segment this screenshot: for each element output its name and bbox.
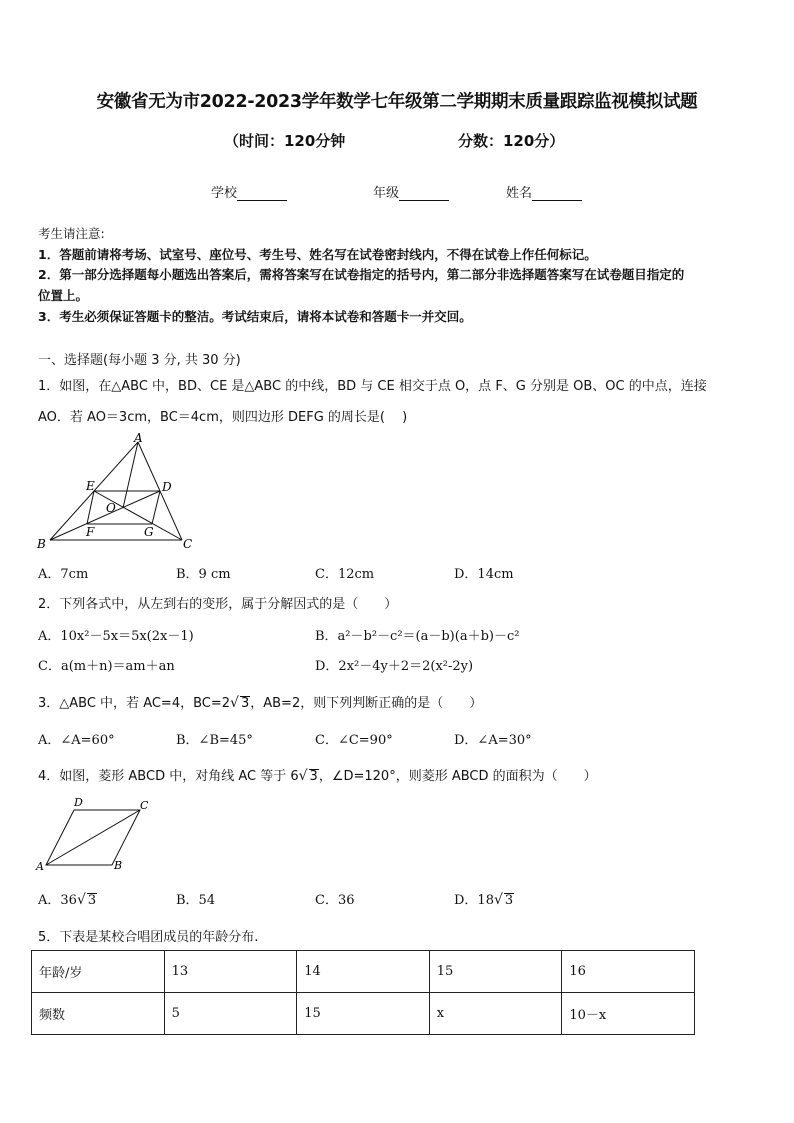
q1-label-d: D <box>162 480 172 494</box>
section-heading: 一、选择题(每小题 3 分, 共 30 分) <box>38 353 241 368</box>
table-cell: 频数 <box>32 993 165 1035</box>
q4-option-a-pre: A．36 <box>38 893 77 908</box>
q3-option-b[interactable]: B．∠B=45° <box>176 733 253 748</box>
q1-option-d[interactable]: D．14cm <box>454 567 514 582</box>
table-row <box>32 993 695 1035</box>
notice-item-1: 1．答题前请将考场、试室号、座位号、考生号、姓名写在试卷密封线内，不得在试卷上作任何标记。 <box>38 247 597 262</box>
q3-stem-radicand: 3 <box>240 696 250 711</box>
notice-heading: 考生请注意: <box>38 226 105 241</box>
q1-option-a[interactable]: A．7cm <box>38 567 89 582</box>
q1-label-g: G <box>144 525 154 539</box>
q4-rhombus-figure <box>34 795 159 873</box>
q4-option-a-radicand: 3 <box>87 893 97 908</box>
q4-option-d-radicand: 3 <box>504 893 514 908</box>
sqrt-icon: √ <box>76 892 86 908</box>
q3-option-a[interactable]: A．∠A=60° <box>38 733 115 748</box>
age-table <box>31 950 695 1035</box>
q2-option-b[interactable]: B．a²－b²－c²＝(a－b)(a＋b)－c² <box>315 629 520 644</box>
q1-label-b: B <box>37 537 46 551</box>
q4-option-d[interactable] <box>454 889 514 908</box>
q4-stem-radicand: 3 <box>309 769 318 784</box>
q2-option-a[interactable]: A．10x²－5x＝5x(2x－1) <box>38 629 194 644</box>
q2-option-d[interactable]: D．2x²－4y＋2＝2(x²-2y) <box>315 659 474 674</box>
table-cell: 15 <box>297 993 430 1035</box>
q4-option-c[interactable]: C．36 <box>315 893 355 908</box>
q4-label-b: B <box>114 859 123 872</box>
q1-label-a: A <box>134 431 143 445</box>
exam-time: （时间：120分钟 <box>224 132 346 150</box>
q1-label-c: C <box>183 537 193 551</box>
q4-label-a: A <box>36 860 44 873</box>
table-row <box>32 951 695 993</box>
name-label: 姓名 <box>506 186 533 201</box>
grade-label: 年级 <box>373 186 400 201</box>
q1-option-c[interactable]: C．12cm <box>315 567 375 582</box>
school-field[interactable] <box>211 182 287 201</box>
q3-option-c[interactable]: C．∠C=90° <box>315 733 393 748</box>
q1-triangle-figure <box>36 430 196 554</box>
grade-field[interactable] <box>373 182 449 201</box>
q4-stem-pre: 4．如图，菱形 ABCD 中，对角线 AC 等于 6 <box>38 769 299 784</box>
table-cell: 年龄/岁 <box>32 951 165 993</box>
notice-item-2-cont: 位置上。 <box>38 288 89 303</box>
table-cell: 5 <box>164 993 297 1035</box>
table-cell: 10－x <box>562 993 695 1035</box>
table-cell: 16 <box>562 951 695 993</box>
q3-option-d[interactable]: D．∠A=30° <box>454 733 532 748</box>
q4-stem-post: ，∠D=120°，则菱形 ABCD 的面积为（ ） <box>318 769 597 784</box>
table-cell: x <box>429 993 562 1035</box>
name-field[interactable] <box>506 182 582 201</box>
q1-stem-line1: 1．如图，在△ABC 中，BD、CE 是△ABC 的中线，BD 与 CE 相交于点 O，点 F、G 分别是 OB、OC 的中点，连接 <box>38 379 707 394</box>
q3-stem-post: ，AB=2，则下列判断正确的是（ ） <box>250 696 483 711</box>
school-label: 学校 <box>211 186 238 201</box>
exam-score: 分数：120分） <box>458 132 565 150</box>
q4-stem <box>38 765 597 784</box>
q2-option-c[interactable]: C．a(m＋n)＝am＋an <box>38 659 175 674</box>
q4-label-c: C <box>140 799 149 812</box>
q1-label-e: E <box>86 479 95 493</box>
q4-option-d-pre: D．18 <box>454 893 494 908</box>
q1-stem-line2: AO．若 AO＝3cm，BC＝4cm，则四边形 DEFG 的周长是( ) <box>38 410 408 425</box>
q1-label-o: O <box>106 501 116 515</box>
table-cell: 14 <box>297 951 430 993</box>
notice-item-2: 2．第一部分选择题每小题选出答案后，需将答案写在试卷指定的括号内，第二部分非选择题答案写在试卷题目指定的 <box>38 267 685 282</box>
q4-option-b[interactable]: B．54 <box>176 893 216 908</box>
table-cell: 15 <box>429 951 562 993</box>
page-title: 安徽省无为市2022-2023学年数学七年级第二学期期末质量跟踪监视模拟试题 <box>96 92 698 112</box>
sqrt-icon: √ <box>230 695 239 711</box>
q4-label-d: D <box>74 796 83 809</box>
q5-stem: 5．下表是某校合唱团成员的年龄分布. <box>38 930 259 945</box>
q4-option-a[interactable] <box>38 889 97 908</box>
sqrt-icon: √ <box>493 892 503 908</box>
sqrt-icon: √ <box>298 768 308 784</box>
notice-item-3: 3．考生必须保证答题卡的整洁。考试结束后，请将本试卷和答题卡一并交回。 <box>38 309 472 324</box>
q1-label-f: F <box>86 525 95 539</box>
q3-stem <box>38 692 482 711</box>
table-cell: 13 <box>164 951 297 993</box>
q3-stem-pre: 3．△ABC 中，若 AC=4，BC=2 <box>38 696 231 711</box>
q1-option-b[interactable]: B．9 cm <box>176 567 231 582</box>
q2-stem: 2．下列各式中，从左到右的变形，属于分解因式的是（ ） <box>38 597 398 612</box>
